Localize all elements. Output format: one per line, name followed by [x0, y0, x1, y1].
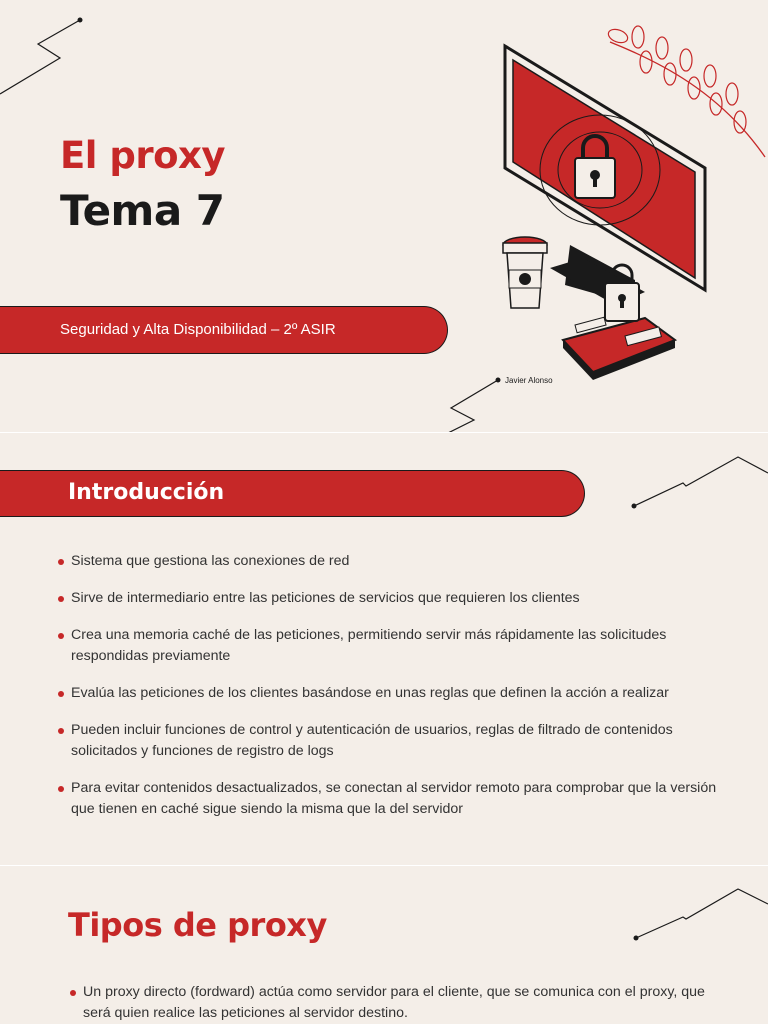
phone-icon [563, 317, 675, 380]
list-item [58, 720, 718, 762]
course-label: Seguridad y Alta Disponibilidad – 2º ASIR [60, 321, 336, 338]
intro-bullet-list [58, 551, 718, 836]
list-item-text: Evalúa las peticiones de los clientes basándose en unas reglas que definen la acción a realizar [71, 685, 669, 701]
zigzag-line-decoration [0, 14, 90, 99]
mountain-line-decoration [628, 453, 768, 513]
bullet-dot-icon [58, 633, 64, 639]
topic-number: Tema 7 [60, 186, 225, 235]
section-heading: Introducción [68, 480, 225, 505]
cover-slide [0, 0, 768, 432]
bullet-dot-icon [58, 596, 64, 602]
bullet-dot-icon [58, 559, 64, 565]
list-item-text: Crea una memoria caché de las peticiones, permitiendo servir más rápidamente las solicitudes respondidas previamente [71, 627, 667, 664]
list-item-text: Para evitar contenidos desactualizados, se conectan al servidor remoto para comprobar que la versión que tienen en caché sigue siendo la misma que la del servidor [71, 780, 717, 817]
page-title: El proxy [60, 134, 225, 177]
list-item [58, 588, 718, 609]
section-heading-banner [0, 470, 585, 517]
list-item [58, 683, 718, 704]
list-item-text: Sirve de intermediario entre las peticiones de servicios que requieren los clientes [71, 590, 580, 606]
author-name: Javier Alonso [505, 376, 553, 385]
mountain-line-decoration [628, 884, 768, 944]
list-item [58, 778, 718, 820]
bullet-dot-icon [70, 990, 76, 996]
section-heading: Tipos de proxy [68, 906, 327, 944]
types-bullet-list [70, 982, 730, 1024]
subtitle-banner [0, 306, 448, 354]
list-item-text: Pueden incluir funciones de control y autenticación de usuarios, reglas de filtrado de contenidos solicitados y funciones de registro de logs [71, 722, 673, 759]
types-slide [0, 866, 768, 1024]
list-item [70, 982, 730, 1024]
security-illustration [495, 40, 715, 385]
coffee-cup-icon [503, 237, 547, 308]
list-item [58, 551, 718, 572]
bullet-dot-icon [58, 691, 64, 697]
list-item-text: Sistema que gestiona las conexiones de red [71, 553, 350, 569]
bullet-dot-icon [58, 728, 64, 734]
zigzag-line-decoration [446, 375, 506, 432]
list-item-text: Un proxy directo (fordward) actúa como servidor para el cliente, que se comunica con el proxy, que será quien realice las peticiones al servidor destino. [83, 984, 705, 1021]
list-item [58, 625, 718, 667]
bullet-dot-icon [58, 786, 64, 792]
intro-slide [0, 433, 768, 865]
